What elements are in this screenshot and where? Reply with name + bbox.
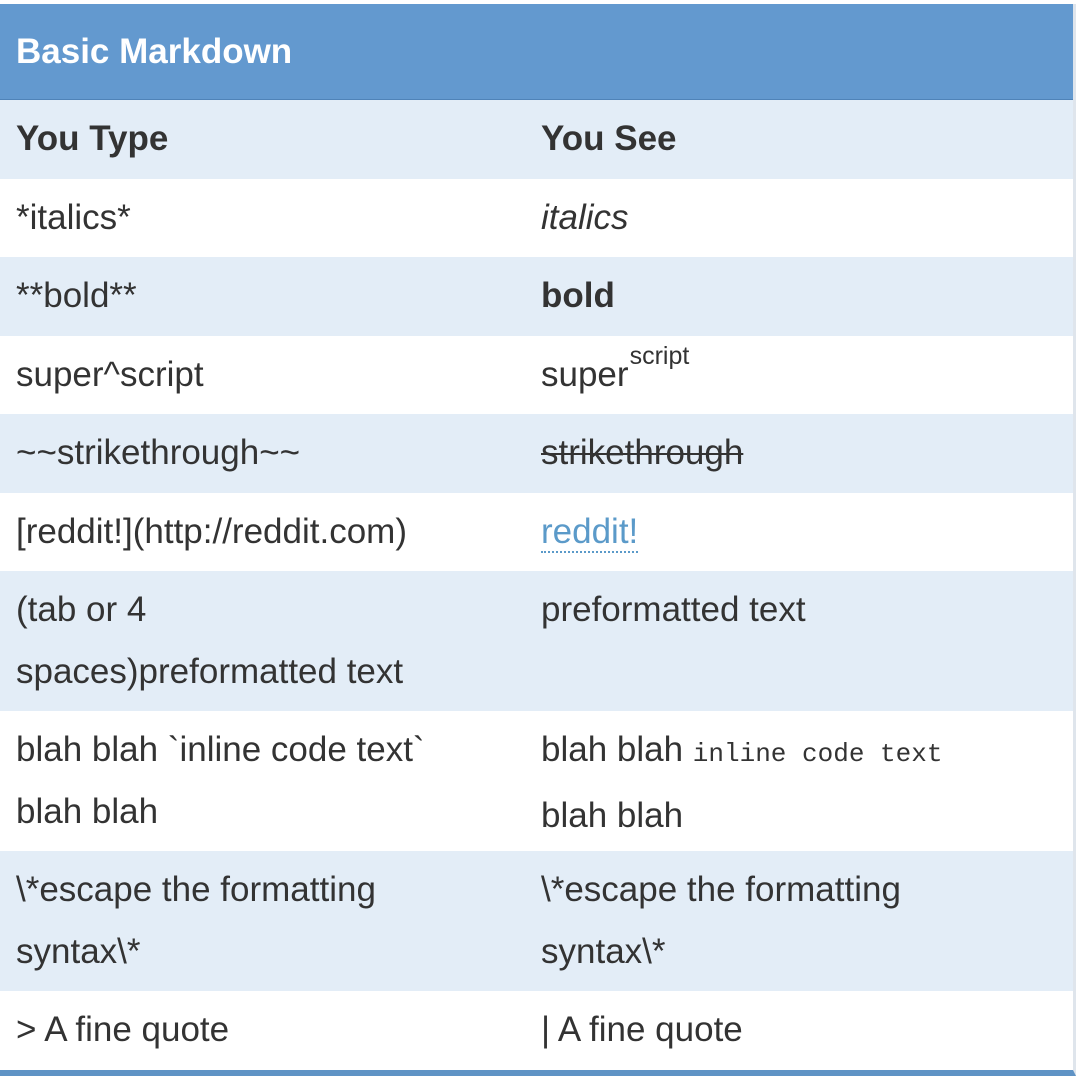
see-cell-italics: italics — [541, 197, 629, 237]
type-cell: ~~strikethrough~~ — [16, 433, 301, 472]
type-line-2: syntax\* — [16, 932, 141, 971]
see-line-2: syntax\* — [541, 932, 666, 971]
table-row-superscript — [0, 336, 1073, 415]
superscript-text: script — [629, 341, 690, 370]
type-cell: *italics* — [16, 197, 131, 237]
table-row-italics — [0, 179, 1073, 258]
table-row-bold — [0, 257, 1073, 336]
see-line-2: blah blah — [541, 796, 684, 835]
table-row-escape — [0, 851, 1073, 991]
see-line-1 — [541, 719, 1063, 785]
type-cell: **bold** — [16, 276, 137, 315]
type-line-2: spaces)preformatted text — [16, 652, 404, 691]
table-row-quote — [0, 991, 1073, 1070]
strikethrough-text: strikethrough — [541, 433, 744, 472]
reddit-link[interactable]: reddit! — [541, 513, 638, 554]
see-cell-quote: | A fine quote — [541, 1010, 743, 1049]
type-line-1: \*escape the formatting — [16, 870, 376, 909]
type-cell: > A fine quote — [16, 1010, 230, 1049]
see-line-1: \*escape the formatting — [541, 870, 901, 909]
type-line-1: blah blah `inline code text` — [16, 730, 425, 769]
see-prefix: blah blah — [541, 730, 693, 769]
type-line-2: blah blah — [16, 792, 159, 831]
table-row-preformatted — [0, 571, 1073, 711]
type-cell: [reddit!](http://reddit.com) — [16, 511, 407, 551]
see-cell-strikethrough — [541, 414, 1073, 493]
see-cell-preformatted: preformatted text — [541, 590, 806, 629]
superscript-base: super — [541, 354, 629, 394]
markdown-table — [0, 4, 1076, 1076]
table-row-inline-code — [0, 711, 1073, 851]
type-cell — [0, 859, 541, 983]
table-row-strikethrough — [0, 414, 1073, 493]
see-cell-superscript — [541, 336, 1073, 418]
see-cell-bold: bold — [541, 276, 615, 315]
table-row-link — [0, 493, 1073, 572]
type-line-1: (tab or 4 — [16, 590, 147, 629]
see-cell-inline-code — [541, 719, 1073, 847]
table-title: Basic Markdown — [0, 4, 1073, 100]
type-cell: super^script — [16, 354, 204, 394]
header-you-type: You Type — [16, 119, 169, 158]
inline-code: inline code text — [692, 739, 943, 769]
header-you-see: You See — [541, 119, 677, 158]
see-cell-escape — [541, 859, 1073, 983]
header-row — [0, 100, 1073, 179]
type-cell — [0, 719, 541, 843]
see-cell-link — [541, 493, 1073, 572]
type-cell — [0, 579, 541, 703]
